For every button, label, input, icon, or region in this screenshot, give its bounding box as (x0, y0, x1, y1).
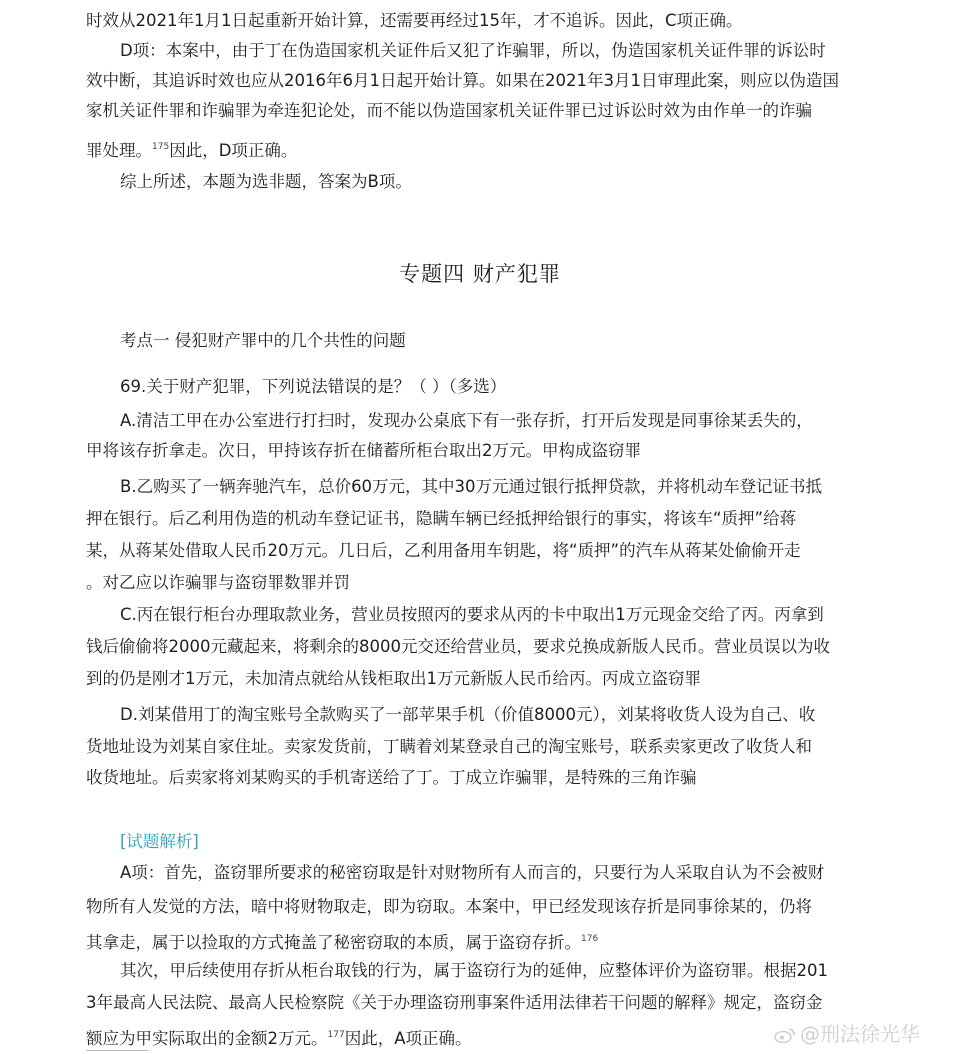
question-line (120, 376, 886, 398)
footnote-ref: 176 (581, 934, 599, 944)
watermark (774, 1018, 920, 1047)
text-line (86, 136, 886, 162)
text-line (86, 100, 886, 122)
line-text: 额应为甲实际取出的金额2万元。 (86, 1029, 328, 1048)
line-text: 。对乙应以诈骗罪与盗窃罪数罪并罚 (86, 573, 350, 592)
topic-title: 专题四 财产犯罪 (399, 262, 561, 286)
line-text-after: 因此，D项正确。 (169, 141, 298, 160)
line-text: 时效从2021年1月1日起重新开始计算，还需要再经过15年，才不追诉。因此，C项正确。 (86, 11, 743, 30)
line-text: 3年最高人民法院、最高人民检察院《关于办理盗窃刑事案件适用法律若干问题的解释》规定，盗窃金 (86, 993, 823, 1012)
line-text: D项：本案中，由于丁在伪造国家机关证件后又犯了诈骗罪，所以，伪造国家机关证件罪的诉讼时 (120, 41, 826, 60)
text-line (120, 40, 886, 62)
question-line (86, 572, 886, 594)
text-line (86, 70, 886, 92)
line-text-after: 因此，A项正确。 (344, 1029, 472, 1048)
analysis-line (86, 896, 886, 918)
analysis-label: [试题解析] (120, 832, 199, 851)
line-text: 甲将该存折拿走。次日，甲持该存折在储蓄所柜台取出2万元。甲构成盗窃罪 (86, 441, 641, 460)
line-text: 物所有人发觉的方法，暗中将财物取走，即为窃取。本案中，甲已经发现该存折是同事徐某的，仍将 (86, 897, 812, 916)
question-line (86, 668, 886, 690)
footnote-ref: 175 (152, 142, 170, 152)
line-text: 钱后偷偷将2000元藏起来，将剩余的8000元交还给营业员，要求兑换成新版人民币。营业员误以为收 (86, 637, 830, 656)
question-line (120, 410, 886, 432)
question-line (86, 736, 886, 758)
line-text: 69.关于财产犯罪，下列说法错误的是？（ ）（多选） (120, 377, 507, 396)
text-line (120, 171, 886, 193)
question-line (120, 476, 886, 498)
line-text: A项：首先，盗窃罪所要求的秘密窃取是针对财物所有人而言的，只要行为人采取自认为不会被财 (120, 863, 825, 882)
sub-title: 考点一 侵犯财产罪中的几个共性的问题 (120, 331, 406, 350)
line-text: C.丙在银行柜台办理取款业务，营业员按照丙的要求从丙的卡中取出1万元现金交给了丙。丙拿到 (120, 605, 824, 624)
line-text: 效中断，其追诉时效也应从2016年6月1日起开始计算。如果在2021年3月1日审理此案，则应以伪造国 (86, 71, 839, 90)
line-text: 某，从蒋某处借取人民币20万元。几日后，乙利用备用车钥匙，将“质押”的汽车从蒋某处偷偷开走 (86, 541, 801, 560)
text-line (86, 10, 886, 32)
analysis-line (86, 928, 886, 954)
weibo-icon (774, 1027, 796, 1043)
line-text: 其拿走，属于以捡取的方式掩盖了秘密窃取的本质，属于盗窃存折。 (86, 933, 581, 952)
line-text: 到的仍是刚才1万元，未加清点就给从钱柜取出1万元新版人民币给丙。丙成立盗窃罪 (86, 669, 701, 688)
analysis-line (120, 960, 886, 982)
line-text: 货地址设为刘某自家住址。卖家发货前，丁瞒着刘某登录自己的淘宝账号，联系卖家更改了收货人和 (86, 737, 812, 756)
question-line (86, 440, 886, 462)
line-text: 押在银行。后乙利用伪造的机动车登记证书，隐瞒车辆已经抵押给银行的事实，将该车“质押”给蒋 (86, 509, 797, 528)
line-text: 家机关证件罪和诈骗罪为牵连犯论处，而不能以伪造国家机关证件罪已过诉讼时效为由作单一的诈骗 (86, 101, 812, 120)
question-line (120, 604, 886, 626)
watermark-text: @刑法徐光华 (800, 1022, 920, 1046)
question-line (86, 540, 886, 562)
analysis-line (86, 992, 886, 1014)
line-text: 罪处理。 (86, 141, 152, 160)
question-line (86, 508, 886, 530)
analysis-line (86, 1024, 886, 1050)
footnote-ref: 177 (327, 1030, 345, 1040)
line-text: A.清洁工甲在办公室进行打扫时，发现办公桌底下有一张存折，打开后发现是同事徐某丢失的， (120, 411, 813, 430)
line-text: 其次，甲后续使用存折从柜台取钱的行为，属于盗窃行为的延伸，应整体评价为盗窃罪。根据201 (120, 961, 828, 980)
question-line (120, 704, 886, 726)
line-text: D.刘某借用丁的淘宝账号全款购买了一部苹果手机（价值8000元），刘某将收货人设为自己、收 (120, 705, 816, 724)
analysis-line (120, 862, 886, 884)
line-text: B.乙购买了一辆奔驰汽车，总价60万元，其中30万元通过银行抵押贷款，并将机动车登记证书抵 (120, 477, 823, 496)
question-line (86, 767, 886, 789)
line-text: 综上所述，本题为选非题，答案为B项。 (120, 172, 412, 191)
line-text: 收货地址。后卖家将刘某购买的手机寄送给了丁。丁成立诈骗罪，是特殊的三角诈骗 (86, 768, 697, 787)
footnote-divider (86, 1050, 148, 1051)
question-line (86, 636, 886, 658)
